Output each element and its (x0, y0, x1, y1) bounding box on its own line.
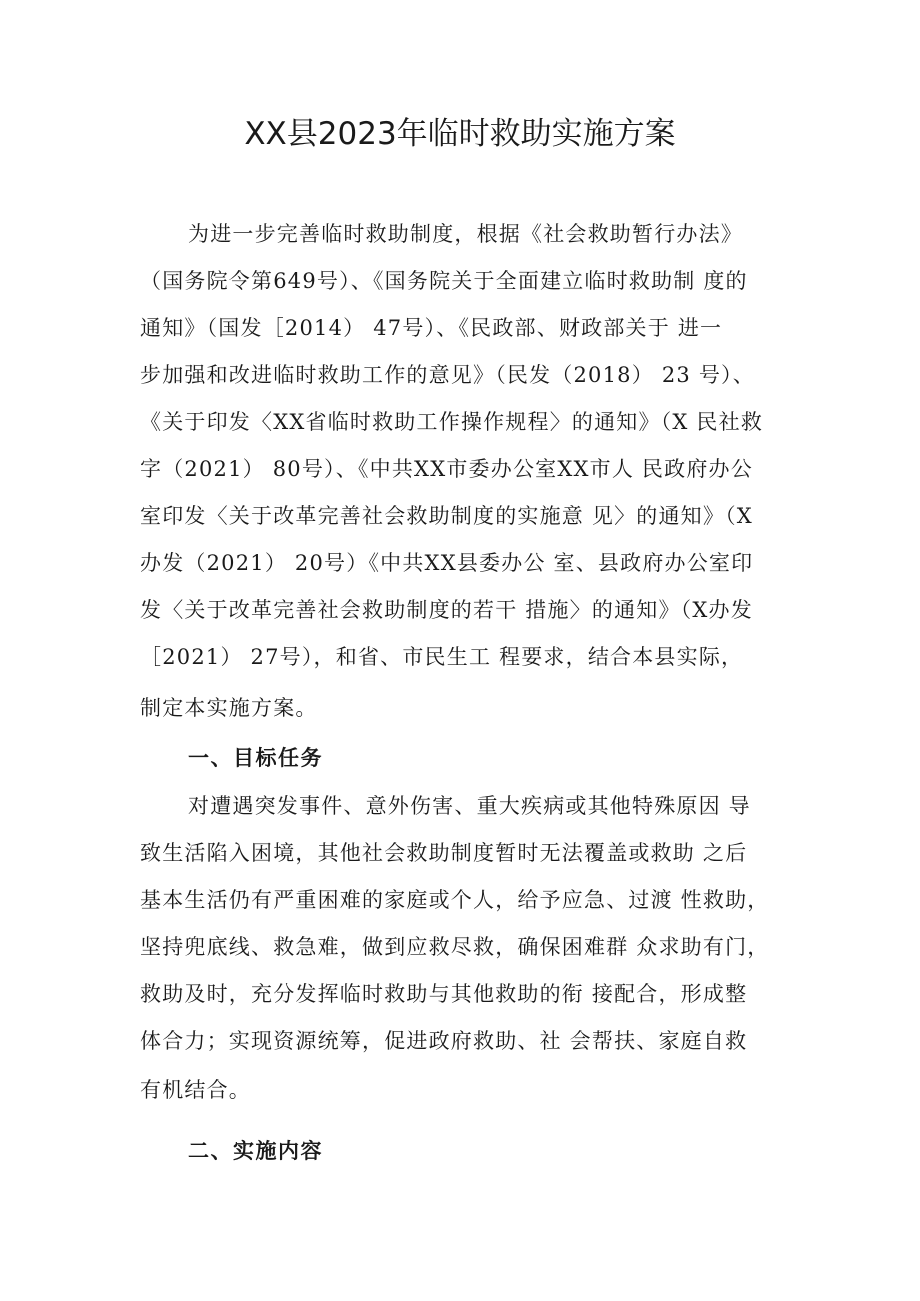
intro-line: ［2021） 27号），和省、市民生工 程要求，结合本县实际， (140, 645, 744, 669)
section-heading-goals: 一、目标任务 (188, 746, 323, 770)
intro-line: 为进一步完善临时救助制度，根据《社会救助暂行办法》 (188, 222, 743, 246)
intro-line: 步加强和改进临时救助工作的意见》（民发（2018） 23 号）、 (140, 363, 755, 387)
intro-line: 制定本实施方案。 (140, 696, 318, 720)
document-title: XX县2023年临时救助实施方案 (244, 116, 676, 152)
section-line: 救助及时，充分发挥临时救助与其他救助的衔 接配合，形成整 (140, 982, 748, 1006)
section-line: 体合力；实现资源统筹，促进政府救助、社 会帮扶、家庭自救 (140, 1029, 748, 1053)
section-line: 致生活陷入困境，其他社会救助制度暂时无法覆盖或救助 之后 (140, 841, 748, 865)
intro-line: 发〈关于改革完善社会救助制度的若干 措施〉的通知》（X办发 (140, 598, 753, 622)
intro-line: 室印发〈关于改革完善社会救助制度的实施意 见〉的通知》（X (140, 504, 753, 528)
intro-line: 办发（2021） 20号）《中共XX县委办公 室、县政府办公室印 (140, 551, 754, 575)
section-line: 坚持兜底线、救急难，做到应救尽救，确保困难群 众求助有门， (140, 935, 770, 959)
intro-line: 通知》（国发［2014） 47号）、《民政部、财政部关于 进一 (140, 316, 723, 340)
section-heading-content: 二、实施内容 (188, 1139, 323, 1163)
section-line: 对遭遇突发事件、意外伤害、重大疾病或其他特殊原因 导 (188, 794, 751, 818)
intro-line: 《关于印发〈XX省临时救助工作操作规程〉的通知》（X 民社救 (140, 410, 764, 434)
section-line: 有机结合。 (140, 1078, 251, 1102)
intro-line: 字（2021） 80号）、《中共XX市委办公室XX市人 民政府办公 (140, 457, 753, 481)
section-line: 基本生活仍有严重困难的家庭或个人，给予应急、过渡 性救助， (140, 888, 770, 912)
intro-line: （国务院令第649号）、《国务院关于全面建立临时救助制 度的 (140, 269, 748, 293)
